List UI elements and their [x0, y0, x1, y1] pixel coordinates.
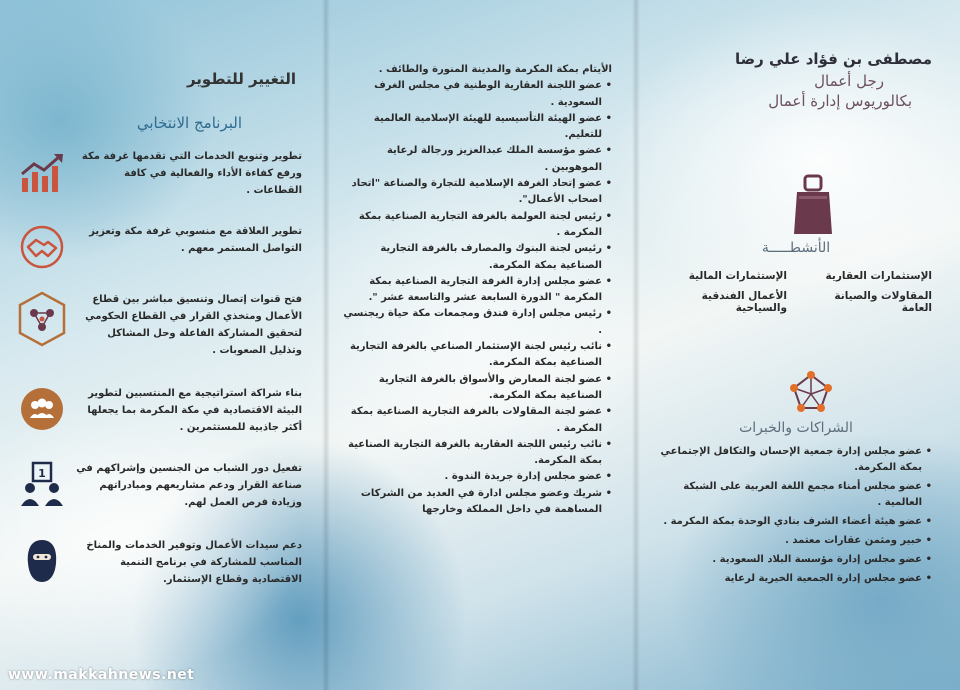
list-item: • عضو مجلس إدارة جريدة الندوة .: [342, 469, 612, 485]
list-item: • عضو مؤسسة الملك عبدالعزيز ورجالة لرعاية الموهوبين .: [342, 143, 612, 176]
program-item-text: دعم سيدات الأعمال وتوفير الخدمات والمناخ المناسب للمشاركة في برنامج التنمية الاقتصادية وقطاع الإستثمار.: [86, 540, 302, 585]
program-item: [18, 460, 302, 511]
list-item: • عضو لجنة المقاولات بالغرفة التجارية الصناعية بمكة المكرمة .: [342, 404, 612, 437]
program-item-text: تطوير وتنويع الخدمات التي تقدمها غرفة مكة ورفع كفاءة الأداء والفعالية في كافة القطاعات .: [81, 151, 302, 196]
list-item: • عضو الهيئة التأسيسية للهيئة الإسلامية العالمية للتعليم.: [342, 111, 612, 144]
activity-item: المقاولات والصيانة العامة: [834, 290, 932, 314]
activity-item: الإستثمارات العقارية: [825, 270, 932, 282]
experience-title: الشراكات والخبرات: [739, 420, 853, 436]
program-item: [18, 385, 302, 436]
list-item: • عضو مجلس أمناء مجمع اللغة العربية على الشبكة العالمية .: [660, 479, 932, 511]
list-item: • رئيس لجنة البنوك والمصارف بالغرفة التجارية الصناعية بمكة المكرمة.: [342, 241, 612, 274]
list-item: • عضو هيئة أعضاء الشرف بنادي الوحدة بمكة المكرمة .: [660, 514, 932, 530]
program-item: [18, 291, 302, 359]
program-subtitle: البرنامج الانتخابي: [136, 114, 242, 132]
growth-chart-icon: [18, 148, 66, 196]
list-item: • عضو مجلس إدارة الغرفة التجارية الصناعية بمكة المكرمة " الدورة السابعة عشر والتاسعة عشر ".: [342, 274, 612, 307]
svg-text:1: 1: [38, 467, 46, 480]
list-item: • عضو مجلس إدارة جمعية الإحسان والتكافل الإجتماعي بمكة المكرمة.: [660, 444, 932, 476]
memberships-list: [342, 62, 612, 518]
watermark: www.makkahnews.net: [8, 667, 195, 683]
list-item: • نائب رئيس اللجنة العقارية بالغرفة التجارية الصناعية بمكة المكرمة.: [342, 437, 612, 470]
list-item: • رئيس لجنة العولمة بالغرفة التجارية الصناعية بمكة المكرمة .: [342, 209, 612, 242]
list-item: • نائب رئيس لجنة الإستثمار الصناعي بالغرفة التجارية الصناعية بمكة المكرمة.: [342, 339, 612, 372]
youth-podium-icon: [18, 460, 66, 508]
candidate-degree: بكالوريوس إدارة أعمال: [768, 92, 912, 110]
program-item: [18, 223, 302, 263]
activities-title: الأنشطـــــة: [761, 240, 831, 256]
group-icon: [18, 385, 66, 433]
program-item: [18, 148, 302, 199]
activity-item: الأعمال الفندقية والسياحية: [701, 290, 787, 314]
program-item-text: بناء شراكة استراتيجية مع المنتسبين لتطوير البيئة الاقتصادية في مكة المكرمة بما يجعلها أكثر جاذبية للمستثمرين .: [87, 388, 302, 433]
fold-line-left: [322, 0, 330, 690]
list-item: • خبير ومثمن عقارات معتمد .: [660, 533, 932, 549]
hexagon-network-icon: [18, 291, 66, 347]
list-item: • عضو مجلس إدارة الجمعية الخيرية لرعاية: [660, 571, 932, 587]
program-item-text: فتح قنوات إتصال وتنسيق مباشر بين قطاع الأعمال ومتخذي القرار في القطاع الحكومي لتحقيق المشاركة الفاعلة وحل المشاكل وتذليل الصعوبات .: [85, 294, 302, 356]
profile-panel: [640, 0, 960, 690]
program-item-text: تطوير العلاقة مع منسوبي غرفة مكة وتعزيز التواصل المستمر معهم .: [89, 226, 302, 254]
program-item-text: تفعيل دور الشباب من الجنسين وإشراكهم في صناعة القرار ودعم مشاريعهم ومبادراتهم وزيادة فرص العمل لهم.: [76, 463, 302, 508]
list-item: • عضو إتحاد الغرفة الإسلامية للتجارة والصناعة "اتحاد اصحاب الأعمال".: [342, 176, 612, 209]
list-item: • شريك وعضو مجلس ادارة في العديد من الشركات المساهمة في داخل المملكة وخارجها: [342, 486, 612, 519]
briefcase-icon: [792, 174, 834, 236]
activities-list: [660, 270, 932, 314]
list-item: • عضو مجلس إدارة مؤسسة البلاد السعودية .: [660, 552, 932, 568]
list-item: الأيتام بمكة المكرمة والمدينة المنورة والطائف .: [378, 64, 612, 75]
list-item: • عضو اللجنة العقارية الوطنية في مجلس الغرف السعودية .: [342, 78, 612, 111]
slogan-title: التغيير للتطوير: [186, 70, 296, 88]
candidate-title: رجل أعمال: [814, 72, 884, 90]
list-item: • عضو لجنة المعارض والأسواق بالغرفة التجارية الصناعية بمكة المكرمة.: [342, 372, 612, 405]
program-item: [18, 537, 302, 588]
list-item: • رئيس مجلس إدارة فندق ومجمعات مكة حياة ريجنسي .: [342, 306, 612, 339]
businesswoman-icon: [18, 537, 66, 585]
activity-item: الإستثمارات المالية: [688, 270, 787, 282]
network-icon: [788, 370, 834, 416]
experience-list: [660, 444, 932, 587]
memberships-panel: [330, 0, 630, 690]
handshake-icon: [18, 223, 66, 271]
fold-line-right: [632, 0, 640, 690]
candidate-name: مصطفى بن فؤاد علي رضا: [734, 50, 932, 68]
program-panel: [0, 0, 320, 690]
